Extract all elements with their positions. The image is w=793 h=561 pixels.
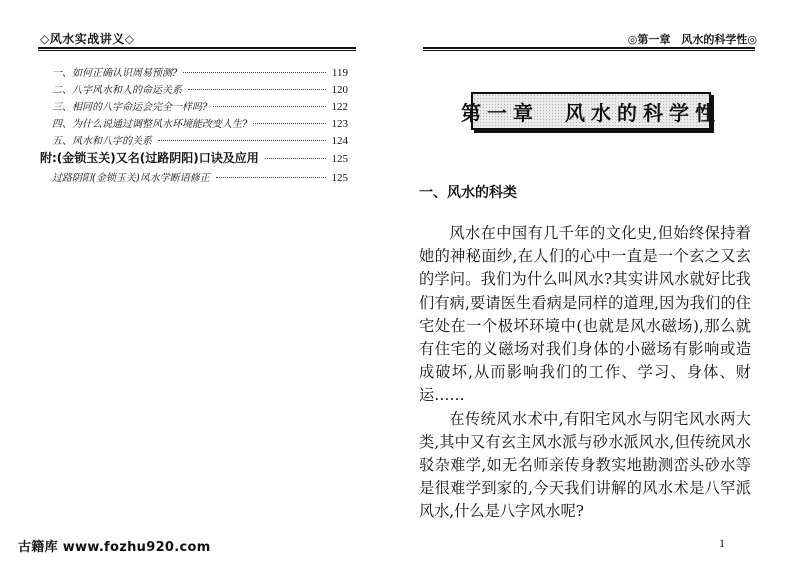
toc-appendix-entry [40, 149, 348, 169]
chapter-title-box [461, 92, 721, 130]
toc-entry-title: 四、为什么说通过调整风水环境能改变人生? [52, 119, 248, 130]
section-heading: 一、风水的科类 [419, 185, 517, 201]
running-header-left: ◇风水实战讲义◇ [40, 32, 135, 46]
site-watermark: 古籍库 www.fozhu920.com [18, 540, 211, 555]
toc-leader-dots [183, 72, 326, 73]
header-rule-thin [423, 50, 755, 51]
toc-entry [40, 115, 348, 132]
toc-entry-page: 119 [331, 67, 348, 79]
header-rule [423, 47, 755, 49]
paragraph: 风水在中国有几千年的文化史,但始终保持着她的神秘面纱,在人们的心中一直是一个玄之又玄的学问。我们为什么叫风水?其实讲风水就好比我们有病,要请医生看病是同样的道理,因为我们的住宅处在一个极坏环境中(也就是风水磁场),那么就有住宅的义磁场对我们身体的小磁场有影响或造成破坏,从而影响我们的工作、学习、身体、财运…… [419, 224, 751, 405]
toc-entry-title: 一、如何正确认识周易预测? [52, 68, 178, 79]
toc-leader-dots [253, 123, 325, 124]
header-rule [38, 47, 356, 49]
body-text [419, 222, 751, 524]
toc-leader-dots [216, 177, 326, 178]
toc-entry-page: 120 [331, 84, 348, 96]
toc-entry [40, 132, 348, 149]
right-page [397, 0, 793, 561]
toc-entry-page: 124 [331, 135, 348, 147]
toc-appendix-page: 125 [331, 153, 348, 165]
toc-entry [40, 169, 348, 186]
toc-entry-page: 125 [331, 172, 348, 184]
toc-entry-title: 三、相同的八字命运会完全一样吗? [52, 102, 208, 113]
toc-leader-dots [158, 140, 326, 141]
header-rule-thin [38, 50, 356, 51]
toc-entry-page: 123 [331, 118, 348, 130]
running-header-right: ◎第一章 风水的科学性◎ [627, 33, 757, 46]
paragraph: 在传统风水术中,有阳宅风水与阴宅风水两大类,其中又有玄主风水派与砂水派风水,但传统风水驳杂难学,如无名师亲传身教实地勘测峦头砂水等是很难学到家的,今天我们讲解的风水术是八罕派风水,什么是八字风水呢? [419, 409, 751, 521]
page-number: 1 [719, 536, 725, 550]
toc-entry-title: 五、风水和八字的关系 [52, 136, 152, 147]
toc-leader-dots [188, 89, 326, 90]
toc-entry-page: 122 [331, 101, 348, 113]
left-page [0, 0, 396, 561]
toc-entry-title: 过路阴阳(金锁玉关)风水学断语修正 [52, 173, 210, 184]
toc-entry [40, 98, 348, 115]
table-of-contents [40, 64, 348, 186]
chapter-title: 第一章 风水的科学性 [461, 100, 721, 125]
toc-leader-dots [213, 106, 325, 107]
toc-entry [40, 64, 348, 81]
toc-entry [40, 81, 348, 98]
toc-entry-title: 二、八字风水和人的命运关系 [52, 85, 182, 96]
toc-appendix-title: 附:(金锁玉关)又名(过路阴阳)口诀及应用 [40, 151, 259, 165]
toc-leader-dots [265, 158, 326, 159]
